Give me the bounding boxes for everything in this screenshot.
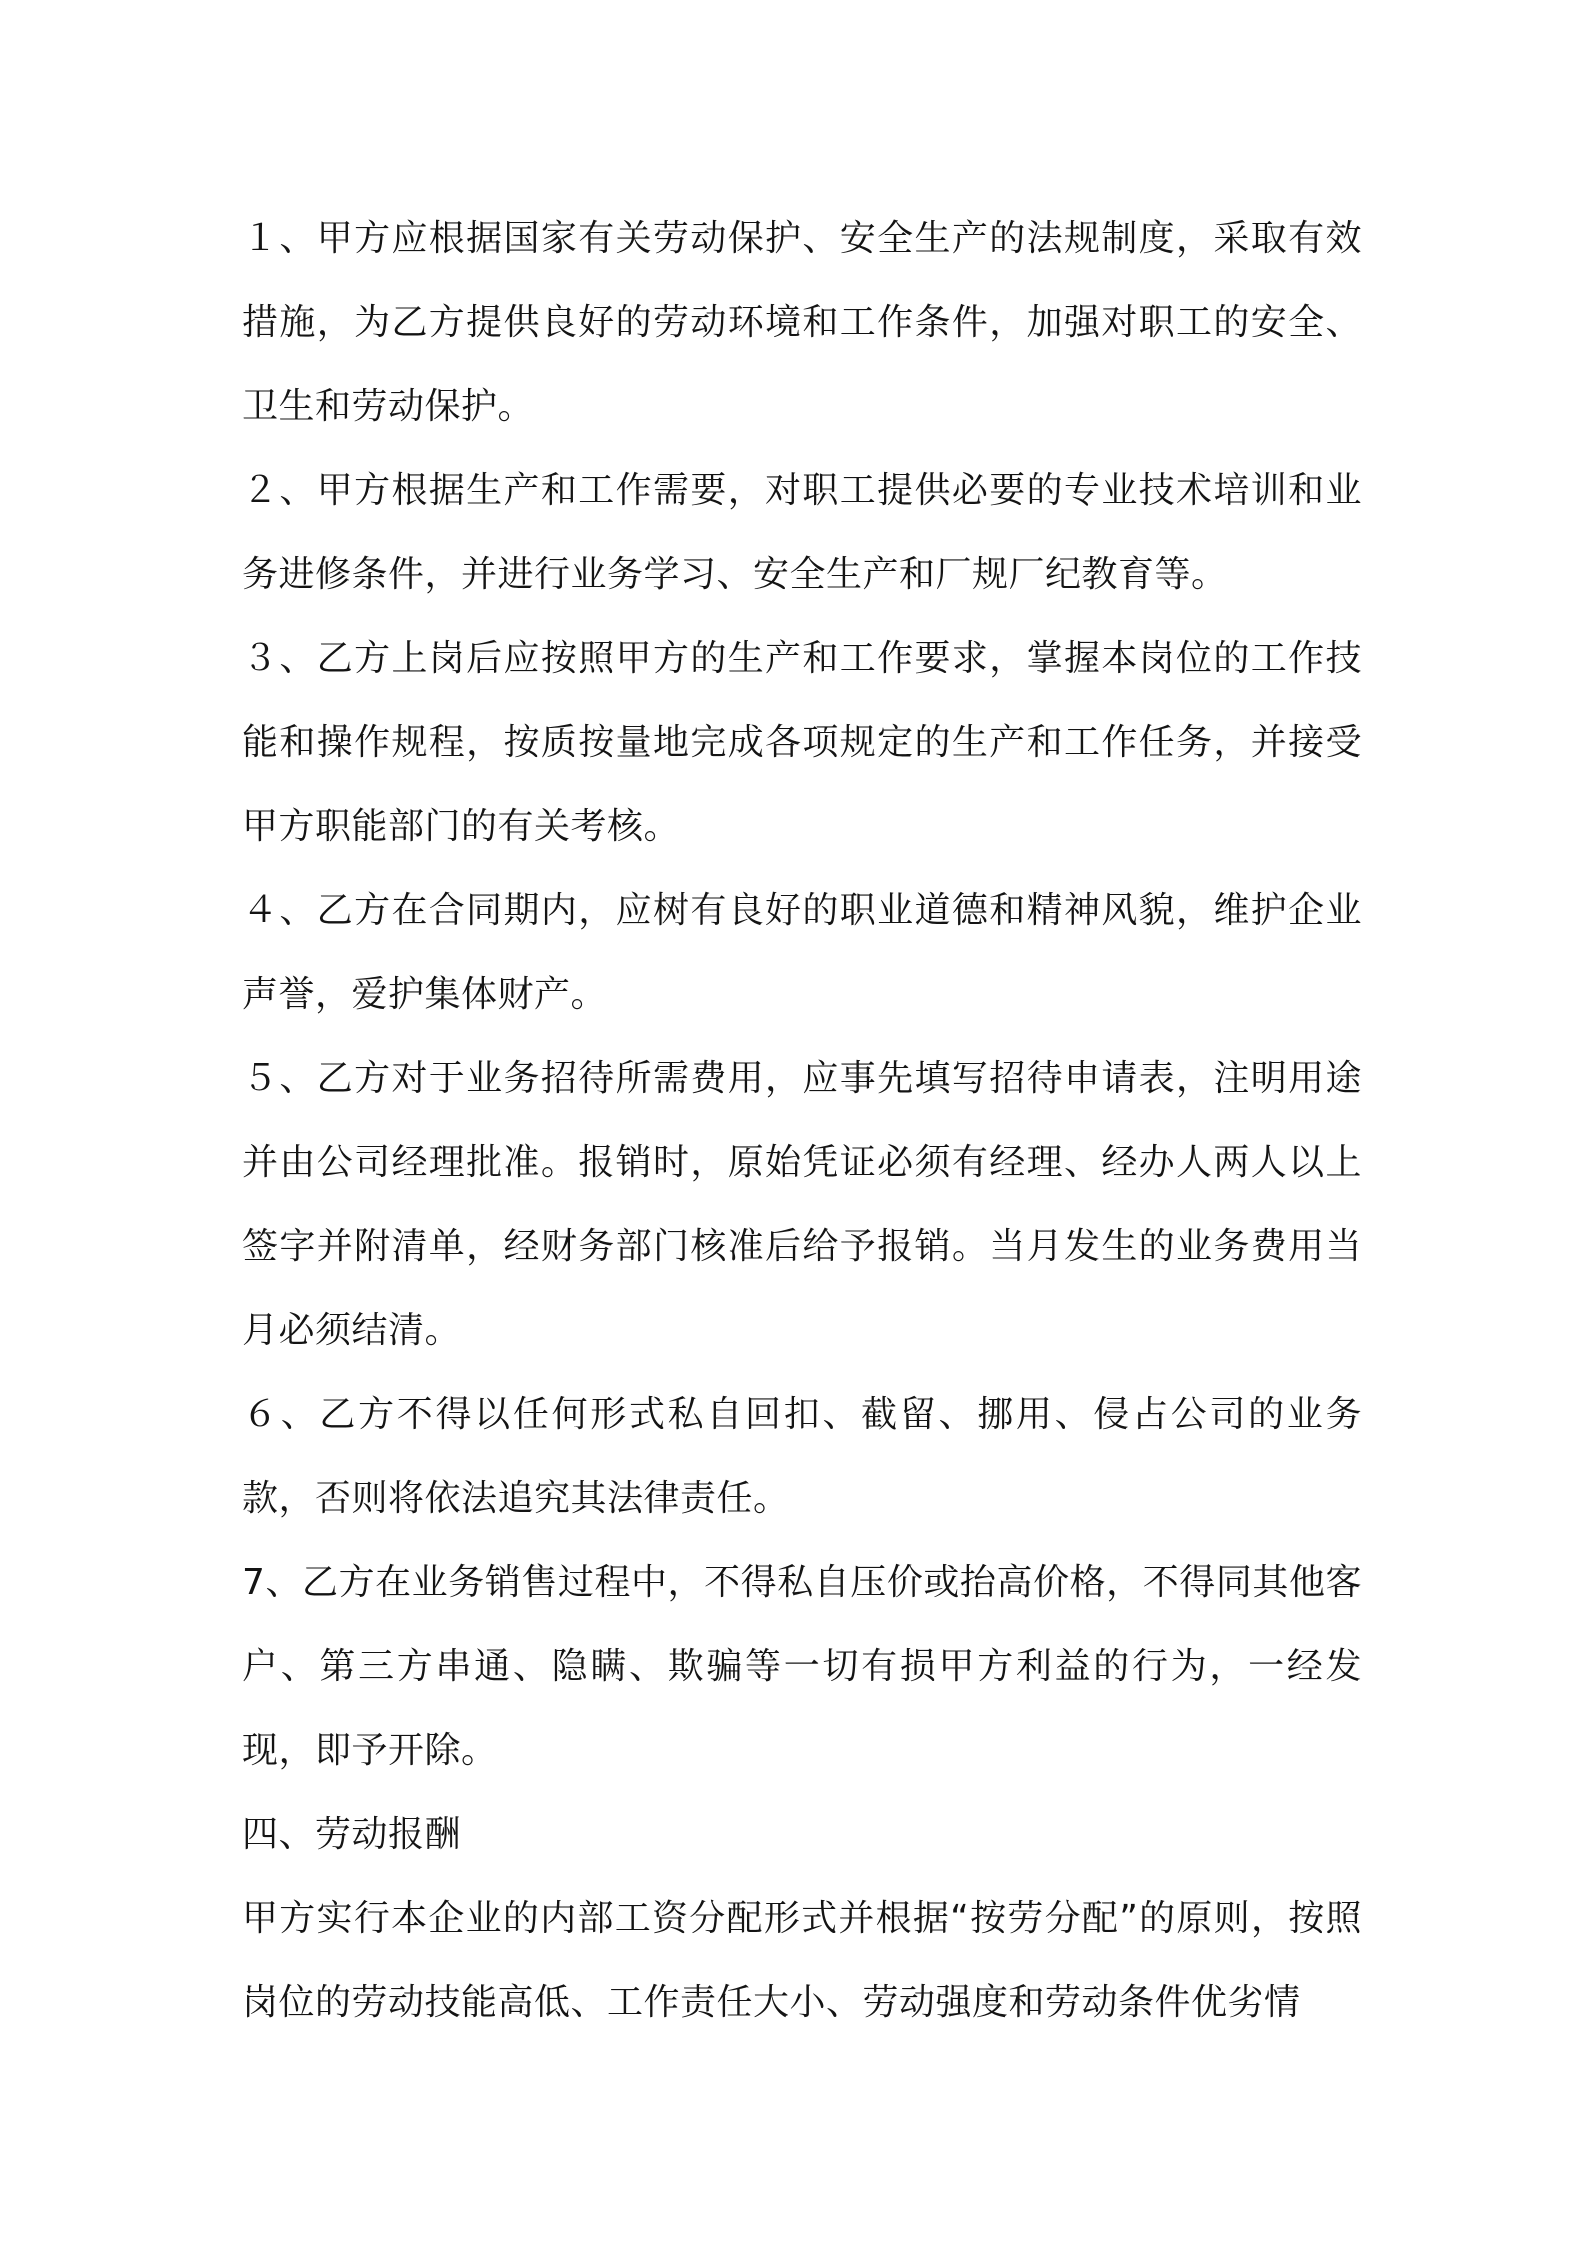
clause-3: ３、乙方上岗后应按照甲方的生产和工作要求，掌握本岗位的工作技能和操作规程，按质按量地完成各项规定的生产和工作任务，并接受甲方职能部门的有关考核。	[242, 638, 1362, 847]
clause-5: ５、乙方对于业务招待所需费用，应事先填写招待申请表，注明用途并由公司经理批准。报销时，原始凭证必须有经理、经办人两人以上签字并附清单，经财务部门核准后给予报销。当月发生的业务费用当月必须结清。	[242, 1058, 1362, 1351]
clause-4: ４、乙方在合同期内，应树有良好的职业道德和精神风貌，维护企业声誉，爱护集体财产。	[242, 890, 1362, 1015]
clause-7: 7、乙方在业务销售过程中，不得私自压价或抬高价格，不得同其他客户、第三方串通、隐瞒、欺骗等一切有损甲方利益的行为，一经发现，即予开除。	[242, 1562, 1362, 1771]
document-body	[242, 197, 1362, 2045]
remuneration-paragraph: 甲方实行本企业的内部工资分配形式并根据“按劳分配”的原则，按照岗位的劳动技能高低、工作责任大小、劳动强度和劳动条件优劣情	[242, 1898, 1362, 2023]
clause-2: ２、甲方根据生产和工作需要，对职工提供必要的专业技术培训和业务进修条件，并进行业务学习、安全生产和厂规厂纪教育等。	[242, 470, 1362, 595]
clause-1: １、甲方应根据国家有关劳动保护、安全生产的法规制度，采取有效措施，为乙方提供良好的劳动环境和工作条件，加强对职工的安全、卫生和劳动保护。	[242, 218, 1362, 427]
section-heading-remuneration: 四、劳动报酬	[242, 1814, 462, 1855]
clause-6: ６、乙方不得以任何形式私自回扣、截留、挪用、侵占公司的业务款，否则将依法追究其法律责任。	[242, 1394, 1362, 1519]
